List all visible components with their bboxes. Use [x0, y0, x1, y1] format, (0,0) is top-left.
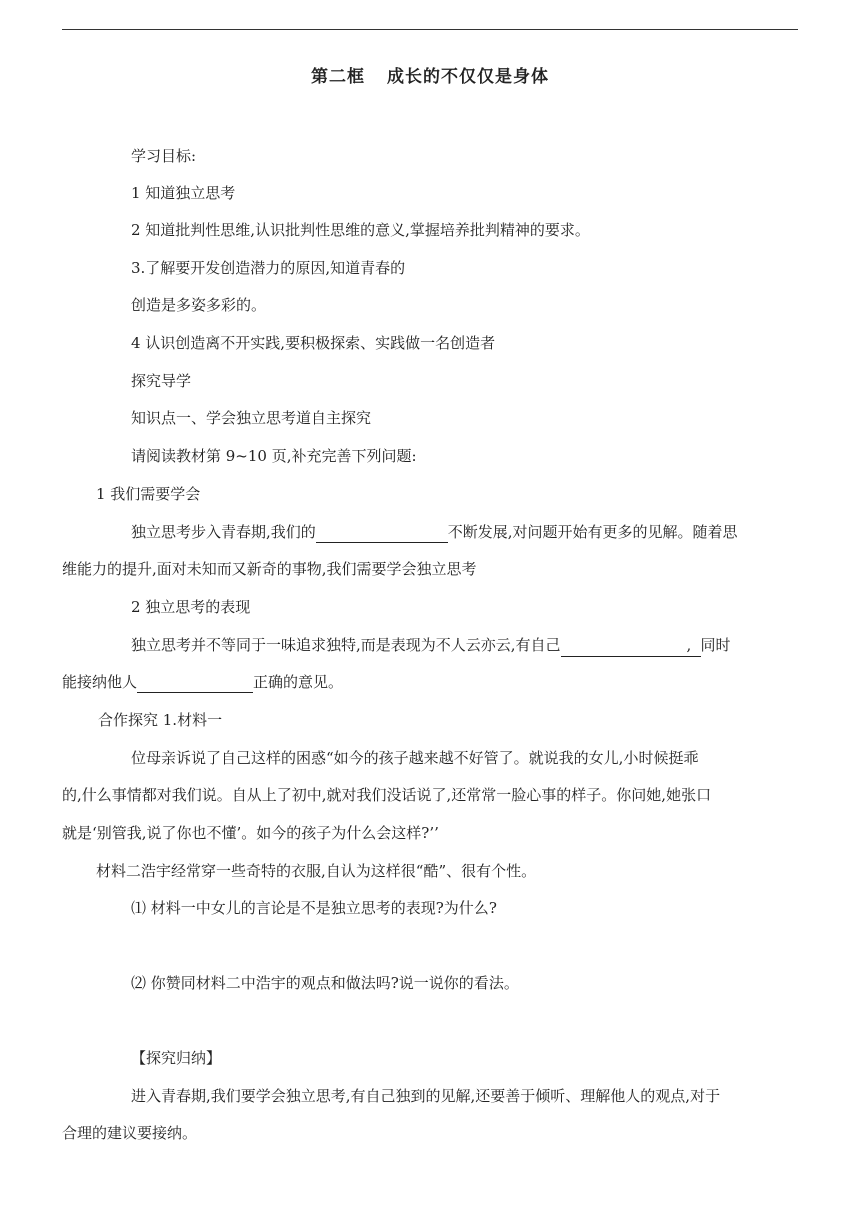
material1-line3: 就是‘别管我,说了你也不懂’。如今的孩子为什么会这样?’’ [62, 824, 439, 842]
q2-line2 [62, 671, 343, 693]
fill-blank[interactable] [316, 524, 448, 543]
material1-line1: 位母亲诉说了自己这样的困惑“如今的孩子越来越不好管了。就说我的女儿,小时候挺乖 [131, 749, 699, 767]
q1-line1-before: 独立思考步入青春期,我们的 [131, 523, 316, 541]
summary-line1: 进入青春期,我们要学会独立思考,有自己独到的见解,还要善于倾听、理解他人的观点,对于 [131, 1087, 721, 1105]
coop-question-1: ⑴ 材料一中女儿的言论是不是独立思考的表现?为什么? [131, 899, 497, 917]
knowledge-point-1: 知识点一、学会独立思考道自主探究 [131, 409, 372, 427]
objective-item-3a: 3.了解要开发创造潜力的原因,知道青春的 [131, 259, 406, 277]
summary-heading: 【探究归纳】 [131, 1049, 222, 1067]
summary-line2: 合理的建议要接纳。 [62, 1124, 198, 1142]
q2-line2-before: 能接纳他人 [62, 673, 138, 691]
title-part1: 第二框 [311, 67, 365, 87]
title-part2: 成长的不仅仅是身体 [387, 67, 549, 87]
reading-instruction: 请阅读教材第 9~10 页,补充完善下列问题: [131, 447, 417, 465]
page-title [0, 62, 860, 87]
coop-heading: 合作探究 1.材料一 [98, 711, 223, 729]
q2-line1-comma: , [687, 634, 701, 657]
guide-heading: 探究导学 [131, 372, 192, 390]
q2-heading: 2 独立思考的表现 [131, 598, 251, 616]
fill-blank[interactable] [561, 638, 687, 657]
material2: 材料二浩宇经常穿一些奇特的衣服,自认为这样很“酷”、很有个性。 [96, 862, 537, 880]
q2-line1-after: 同时 [700, 636, 731, 654]
objective-item-2: 2 知道批判性思维,认识批判性思维的意义,掌握培养批判精神的要求。 [131, 221, 590, 239]
objective-item-4: 4 认识创造离不开实践,要积极探索、实践做一名创造者 [131, 334, 496, 352]
header-rule [62, 29, 798, 30]
objective-item-3b: 创造是多姿多彩的。 [131, 296, 267, 314]
q1-line1 [131, 521, 738, 543]
q1-line2: 维能力的提升,面对未知而又新奇的事物,我们需要学会独立思考 [62, 560, 477, 578]
objective-item-1: 1 知道独立思考 [131, 184, 236, 202]
objectives-heading: 学习目标: [131, 147, 197, 165]
q1-line1-after: 不断发展,对问题开始有更多的见解。随着思 [447, 523, 738, 541]
fill-blank[interactable] [137, 674, 253, 693]
coop-question-2: ⑵ 你赞同材料二中浩宇的观点和做法吗?说一说你的看法。 [131, 974, 519, 992]
q1-heading: 1 我们需要学会 [96, 485, 201, 503]
material1-line2: 的,什么事情都对我们说。自从上了初中,就对我们没话说了,还常常一脸心事的样子。你问她,她张口 [62, 786, 712, 804]
q2-line2-after: 正确的意见。 [253, 673, 344, 691]
q2-line1-before: 独立思考并不等同于一味追求独特,而是表现为不人云亦云,有自己 [131, 636, 561, 654]
q2-line1 [131, 634, 731, 657]
